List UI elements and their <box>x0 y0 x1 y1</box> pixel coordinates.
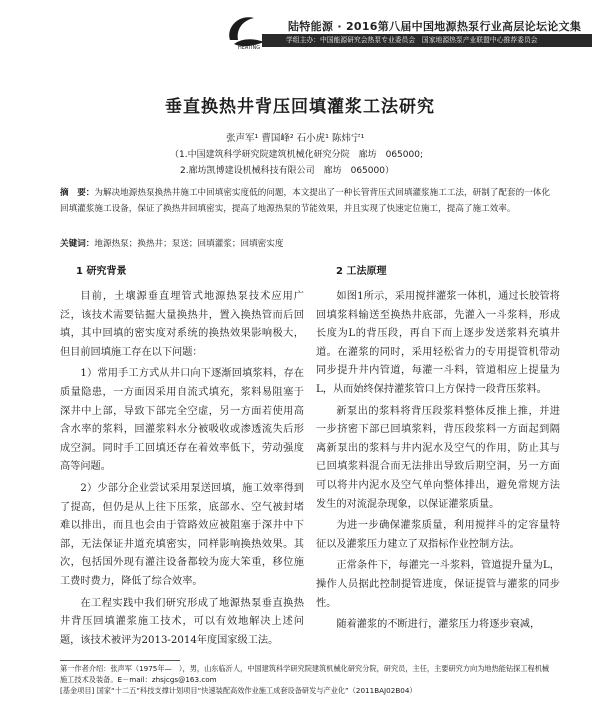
author-list: 张声军¹ 曹国峰² 石小虎¹ 陈炜宁¹ <box>226 133 365 144</box>
affiliation-2: 2.廊坊凯博建设机械科技有限公司 廊坊 065000） <box>180 166 394 176</box>
footnotes <box>60 663 550 696</box>
keywords-text: 地源热泵；换热井；泵送；回填灌浆；回填密实度 <box>94 239 284 249</box>
left-column <box>60 288 304 653</box>
keywords-label: 关键词： <box>60 239 95 249</box>
paragraph: 正常条件下，每灌完一斗浆料，管道提升量为L，操作人员据此控制提管进度，保证提管与灌浆的同步性。 <box>316 560 560 609</box>
paper-title: 垂直换热井背压回填灌浆工法研究 <box>165 97 435 117</box>
keywords <box>60 237 550 249</box>
proceedings-title: 陆特能源 · 2016第八届中国地源热泵行业高层论坛论文集 <box>288 20 582 33</box>
paragraph: 如图1所示，采用搅拌灌浆一体机，通过长胶管将回填浆料输送至换热井底部，先灌入一斗浆料，形成长度为L的背压段，再自下而上逐步发送浆料充填井道。在灌浆的同时，采用轻松省力的专用提管机带动同步提升井内管道，每灌一斗料，管道相应上提量为L，从而始终保持灌浆管口上方保持一段背压浆料。 <box>316 291 560 395</box>
logo-text: HEATING <box>238 45 261 50</box>
organizer-band: 学组主办：中国能源研究会热泵专业委员会 国家地源热泵产业联盟中心推荐委员会 <box>262 34 592 47</box>
paragraph: 目前，土壤源垂直埋管式地源热泵技术应用广泛，该技术需要钻掘大量换热井，置入换热管而后回填，其中回填的密实度对系统的换热效果影响极大，但目前回填施工存在以下问题： <box>60 291 304 358</box>
author-footnote: 第一作者介绍：张声军（1975年— ），男，山东临沂人，中国建筑科学研究院建筑机械化研究分院，研究员，主任，主要研究方向为地热能钻探工程机械施工技术及装备。E－mail：zhsjcgs@163.com <box>60 664 550 684</box>
abstract <box>60 185 550 217</box>
paragraph: 随着灌浆的不断进行，灌浆压力将逐步衰减， <box>336 619 541 631</box>
paragraph: 为进一步确保灌浆质量，利用搅拌斗的定容量特征以及灌浆压力建立了双指标作业控制方法。 <box>316 520 560 550</box>
funding-footnote: [基金项目] 国家“十二五”科技支撑计划项目“快速装配高效作业施工成套设备研发与产业化”（2011BAJ02B04） <box>60 686 417 695</box>
affiliation-1: （1.中国建筑科学研究院建筑机械化研究分院 廊坊 065000; <box>170 150 423 160</box>
paragraph: 1）常用手工方式从井口向下逐渐回填浆料，存在质量隐患，一方面因采用自流式填充，浆料易阻塞于深井中上部，导致下部完全空虚，另一方面若使用高含水率的浆料，回灌浆料水分被吸收或渗透流失后形成空洞。同时手工回填还存在着效率低下，劳动强度高等问题。 <box>60 368 304 473</box>
page-header <box>0 0 600 52</box>
paragraph: 在工程实践中我们研究形成了地源热泵垂直换热井背压回填灌浆施工技术，可以有效地解决上述问题，该技术被评为2013-2014年度国家级工法。 <box>60 597 304 646</box>
abstract-label: 摘 要： <box>60 188 95 198</box>
abstract-text: 为解决地源热泵换热井施工中回填密实度低的问题，本文提出了一种长管背压式回填灌浆施工工法，研制了配套的一体化回填灌浆施工设备，保证了换热井回填密实，提高了地源热泵的节能效果，并且实现了快速定位施工，提高了施工效率。 <box>60 188 550 214</box>
footnote-divider <box>60 660 180 661</box>
paragraph: 新泵出的浆料将背压段浆料整体反推上推，并进一步挤密下部已回填浆料，背压段浆料一方面起到隔离新泵出的浆料与井内泥水及空气的作用，防止其与已回填浆料混合而无法排出导致后期空洞，另一方面可以将井内泥水及空气单向整体排出，避免常规方法发生的对流混杂现象，以保证灌浆质量。 <box>316 405 560 510</box>
section-heading-principle: 2 工法原理 <box>336 266 387 277</box>
right-column <box>316 288 560 638</box>
paragraph: 2）少部分企业尝试采用泵送回填，施工效率得到了提高，但仍是从上往下压浆，底部水、空气被封堵难以排出，而且也会由于管路效应被阻塞于深井中下部，无法保证井道充填密实，同样影响换热效果。其次，包括国外现有灌注设备都较为庞大笨重，移位施工费时费力，降低了综合效率。 <box>60 482 304 587</box>
section-heading-background: 1 研究背景 <box>76 266 127 277</box>
